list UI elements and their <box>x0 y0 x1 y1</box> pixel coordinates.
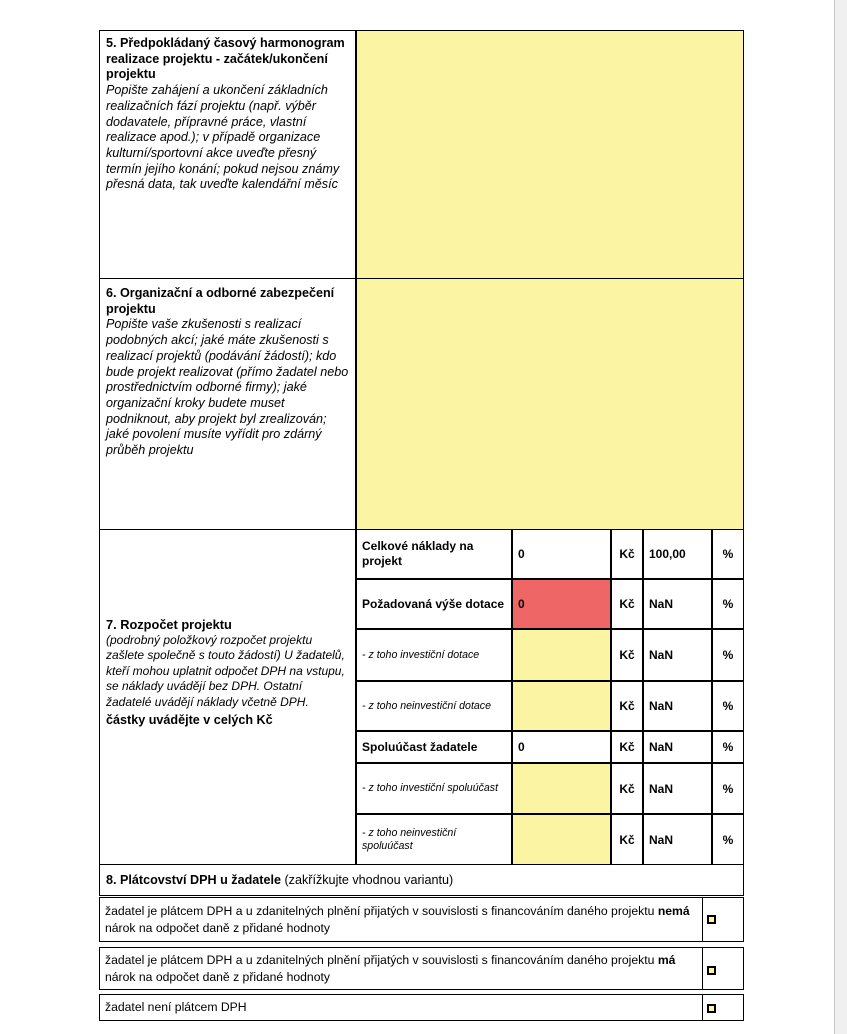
budget-label-investment-subsidy: - z toho investiční dotace <box>362 648 480 661</box>
section-8-title: 8. Plátcovství DPH u žadatele <box>106 873 281 887</box>
percent-unit: % <box>722 740 734 754</box>
budget-percent-cofinancing: NaN <box>649 740 674 754</box>
vat-option-3-label: žadatel není plátcem DPH <box>105 1000 247 1014</box>
percent-unit: % <box>722 832 734 847</box>
budget-value-noninvestment-subsidy[interactable] <box>513 682 610 730</box>
currency-unit: Kč <box>619 648 635 662</box>
budget-label-requested-subsidy: Požadovaná výše dotace <box>362 596 505 611</box>
currency-unit: Kč <box>619 781 635 796</box>
percent-unit: % <box>722 547 734 561</box>
percent-unit: % <box>722 781 734 796</box>
vat-option-row <box>99 947 744 990</box>
budget-percent-investment-subsidy: NaN <box>649 648 674 662</box>
vat-option-2-checkbox[interactable] <box>707 966 716 975</box>
section-6-label <box>100 281 356 529</box>
section-5-label <box>100 31 356 278</box>
budget-percent-total: 100,00 <box>649 547 686 561</box>
section-7-note: částky uvádějte v celých Kč <box>106 713 273 728</box>
section-7-title: 7. Rozpočet projektu <box>106 617 232 632</box>
budget-label-noninvestment-cofinancing: - z toho neinvestiční spoluúčast <box>362 826 457 852</box>
page-edge <box>834 0 835 1034</box>
currency-unit: Kč <box>619 740 635 754</box>
section-8-instruction: (zakřížkujte vhodnou variantu) <box>280 873 454 887</box>
section-6-title: 6. Organizační a odborné zabezpečení projektu <box>106 286 335 316</box>
section-7-label <box>100 612 356 734</box>
budget-value-investment-subsidy[interactable] <box>513 630 610 680</box>
vat-option-1-label: žadatel je plátcem DPH a u zdanitelných plnění přijatých v souvislosti s financováním daného projektu nemá nárok na odpočet daně z přidané hodnoty <box>105 903 690 935</box>
vat-option-1-checkbox[interactable] <box>707 915 716 924</box>
percent-unit: % <box>722 648 734 662</box>
vat-option-row <box>99 897 744 942</box>
budget-value-noninvestment-cofinancing[interactable] <box>513 815 610 864</box>
budget-value-total: 0 <box>518 547 525 561</box>
currency-unit: Kč <box>619 832 635 847</box>
vat-option-2-emphasis: má <box>657 952 676 967</box>
section-6-row <box>99 278 744 530</box>
budget-percent-investment-cofinancing: NaN <box>649 781 674 796</box>
percent-unit: % <box>722 699 734 713</box>
budget-label-total: Celkové náklady na projekt <box>362 539 474 568</box>
section-5-description: Popište zahájení a ukončení základních realizačních fází projektu (např. výběr dodavatele, přípravné práce, vlastní realizace apod.); v případě organizace kulturní/sportovní akce uveďte přesný termín jejího konání; pokud nejsou známy přesná data, tak uveďte kalendářní měsíc <box>106 83 340 192</box>
page-margin <box>835 0 847 1034</box>
section-7-description: (podrobný položkový rozpočet projektu zašlete společně s touto žádostí) U žadatelů, kteří mohou uplatnit odpočet DPH na vstupu, se náklady uvádějí bez DPH. Ostatní žadatelé uvádějí náklady včetně DPH. <box>106 632 345 709</box>
currency-unit: Kč <box>619 547 635 561</box>
budget-label-noninvestment-subsidy: - z toho neinvestiční dotace <box>362 699 491 712</box>
section-6-input[interactable] <box>357 279 743 529</box>
vat-option-2-label: žadatel je plátcem DPH a u zdanitelných plnění přijatých v souvislosti s financováním daného projektu má nárok na odpočet daně z přidané hodnoty <box>105 952 676 984</box>
budget-label-cofinancing: Spoluúčast žadatele <box>362 740 478 754</box>
budget-value-requested-subsidy[interactable]: 0 <box>513 580 610 628</box>
budget-value-cofinancing: 0 <box>518 740 525 754</box>
currency-unit: Kč <box>619 699 635 713</box>
vat-option-row <box>99 994 744 1021</box>
budget-percent-requested-subsidy: NaN <box>649 597 674 611</box>
section-8-header <box>99 864 744 896</box>
budget-percent-noninvestment-subsidy: NaN <box>649 699 674 713</box>
section-5-title: 5. Předpokládaný časový harmonogram realizace projektu - začátek/ukončení projektu <box>106 36 345 82</box>
budget-label-investment-cofinancing: - z toho investiční spoluúčast <box>362 782 499 794</box>
budget-value-investment-cofinancing[interactable] <box>513 764 610 813</box>
section-5-row <box>99 30 744 279</box>
section-7-budget <box>99 529 744 865</box>
currency-unit: Kč <box>619 597 635 611</box>
section-6-description: Popište vaše zkušenosti s realizací podobných akcí; jaké máte zkušenosti s realizací projektů (podávání žádostí); kdo bude projekt realizovat (přímo žadatel nebo prostřednictvím odborné firmy); jaké organizační kroky budete muset podniknout, aby projekt byl zrealizován; jaké povolení musíte vyřídit pro zdárný průběh projektu <box>106 317 349 458</box>
vat-option-1-emphasis: nemá <box>657 903 690 918</box>
budget-percent-noninvestment-cofinancing: NaN <box>649 832 674 847</box>
vat-option-3-checkbox[interactable] <box>707 1004 716 1013</box>
percent-unit: % <box>722 597 734 611</box>
section-5-input[interactable] <box>357 31 743 278</box>
